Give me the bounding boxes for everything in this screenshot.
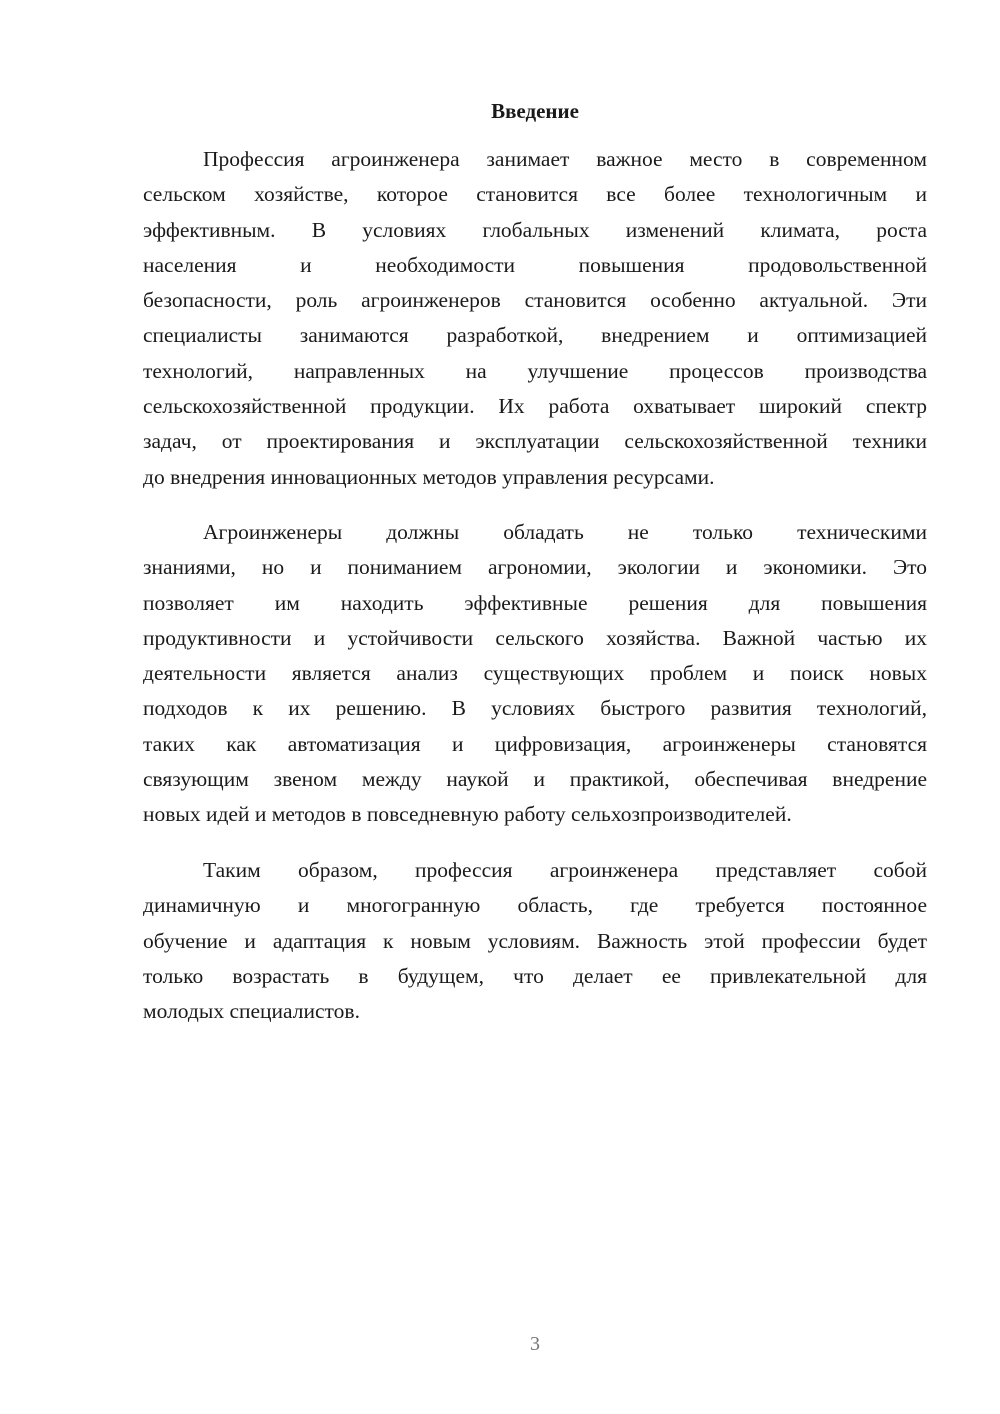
text-line: молодых специалистов. [143,999,360,1024]
text-line: подходов к их решению. В условиях быстрого развития технологий, [143,696,927,721]
text-line: позволяет им находить эффективные решения для повышения [143,590,927,615]
page-number: 3 [530,1333,540,1355]
text-line: эффективным. В условиях глобальных изменений климата, роста [143,217,927,242]
text-line: безопасности, роль агроинженеров становится особенно актуальной. Эти [143,288,927,313]
text-line: только возрастать в будущем, что делает ее привлекательной для [143,963,927,988]
text-line: связующим звеном между наукой и практикой, обеспечивая внедрение [143,767,927,792]
text-line: новых идей и методов в повседневную работу сельхозпроизводителей. [143,802,792,827]
text-line: Таким образом, профессия агроинженера представляет собой [203,858,927,882]
page-title: Введение [491,99,579,123]
paragraph-3 [143,853,927,1029]
text-line: сельском хозяйстве, которое становится все более технологичным и [143,182,927,207]
text-line: до внедрения инновационных методов управления ресурсами. [143,464,715,489]
text-line: продуктивности и устойчивости сельского хозяйства. Важной частью их [143,625,927,650]
text-line: деятельности является анализ существующих проблем и поиск новых [143,661,927,686]
paragraph-1 [143,142,927,495]
text-line: знаниями, но и пониманием агрономии, экологии и экономики. Это [143,555,927,580]
text-line: специалисты занимаются разработкой, внедрением и оптимизацией [143,323,927,348]
text-line: динамичную и многогранную область, где требуется постоянное [143,893,927,918]
text-line: Агроинженеры должны обладать не только техническими [203,520,927,544]
text-line: населения и необходимости повышения продовольственной [143,252,927,277]
paragraph-2 [143,515,927,833]
text-line: задач, от проектирования и эксплуатации сельскохозяйственной техники [143,429,927,454]
text-line: технологий, направленных на улучшение процессов производства [143,358,927,383]
text-line: Профессия агроинженера занимает важное место в современном [203,147,927,171]
text-line: таких как автоматизация и цифровизация, агроинженеры становятся [143,731,927,756]
text-line: обучение и адаптация к новым условиям. Важность этой профессии будет [143,928,927,953]
text-line: сельскохозяйственной продукции. Их работа охватывает широкий спектр [143,394,927,419]
